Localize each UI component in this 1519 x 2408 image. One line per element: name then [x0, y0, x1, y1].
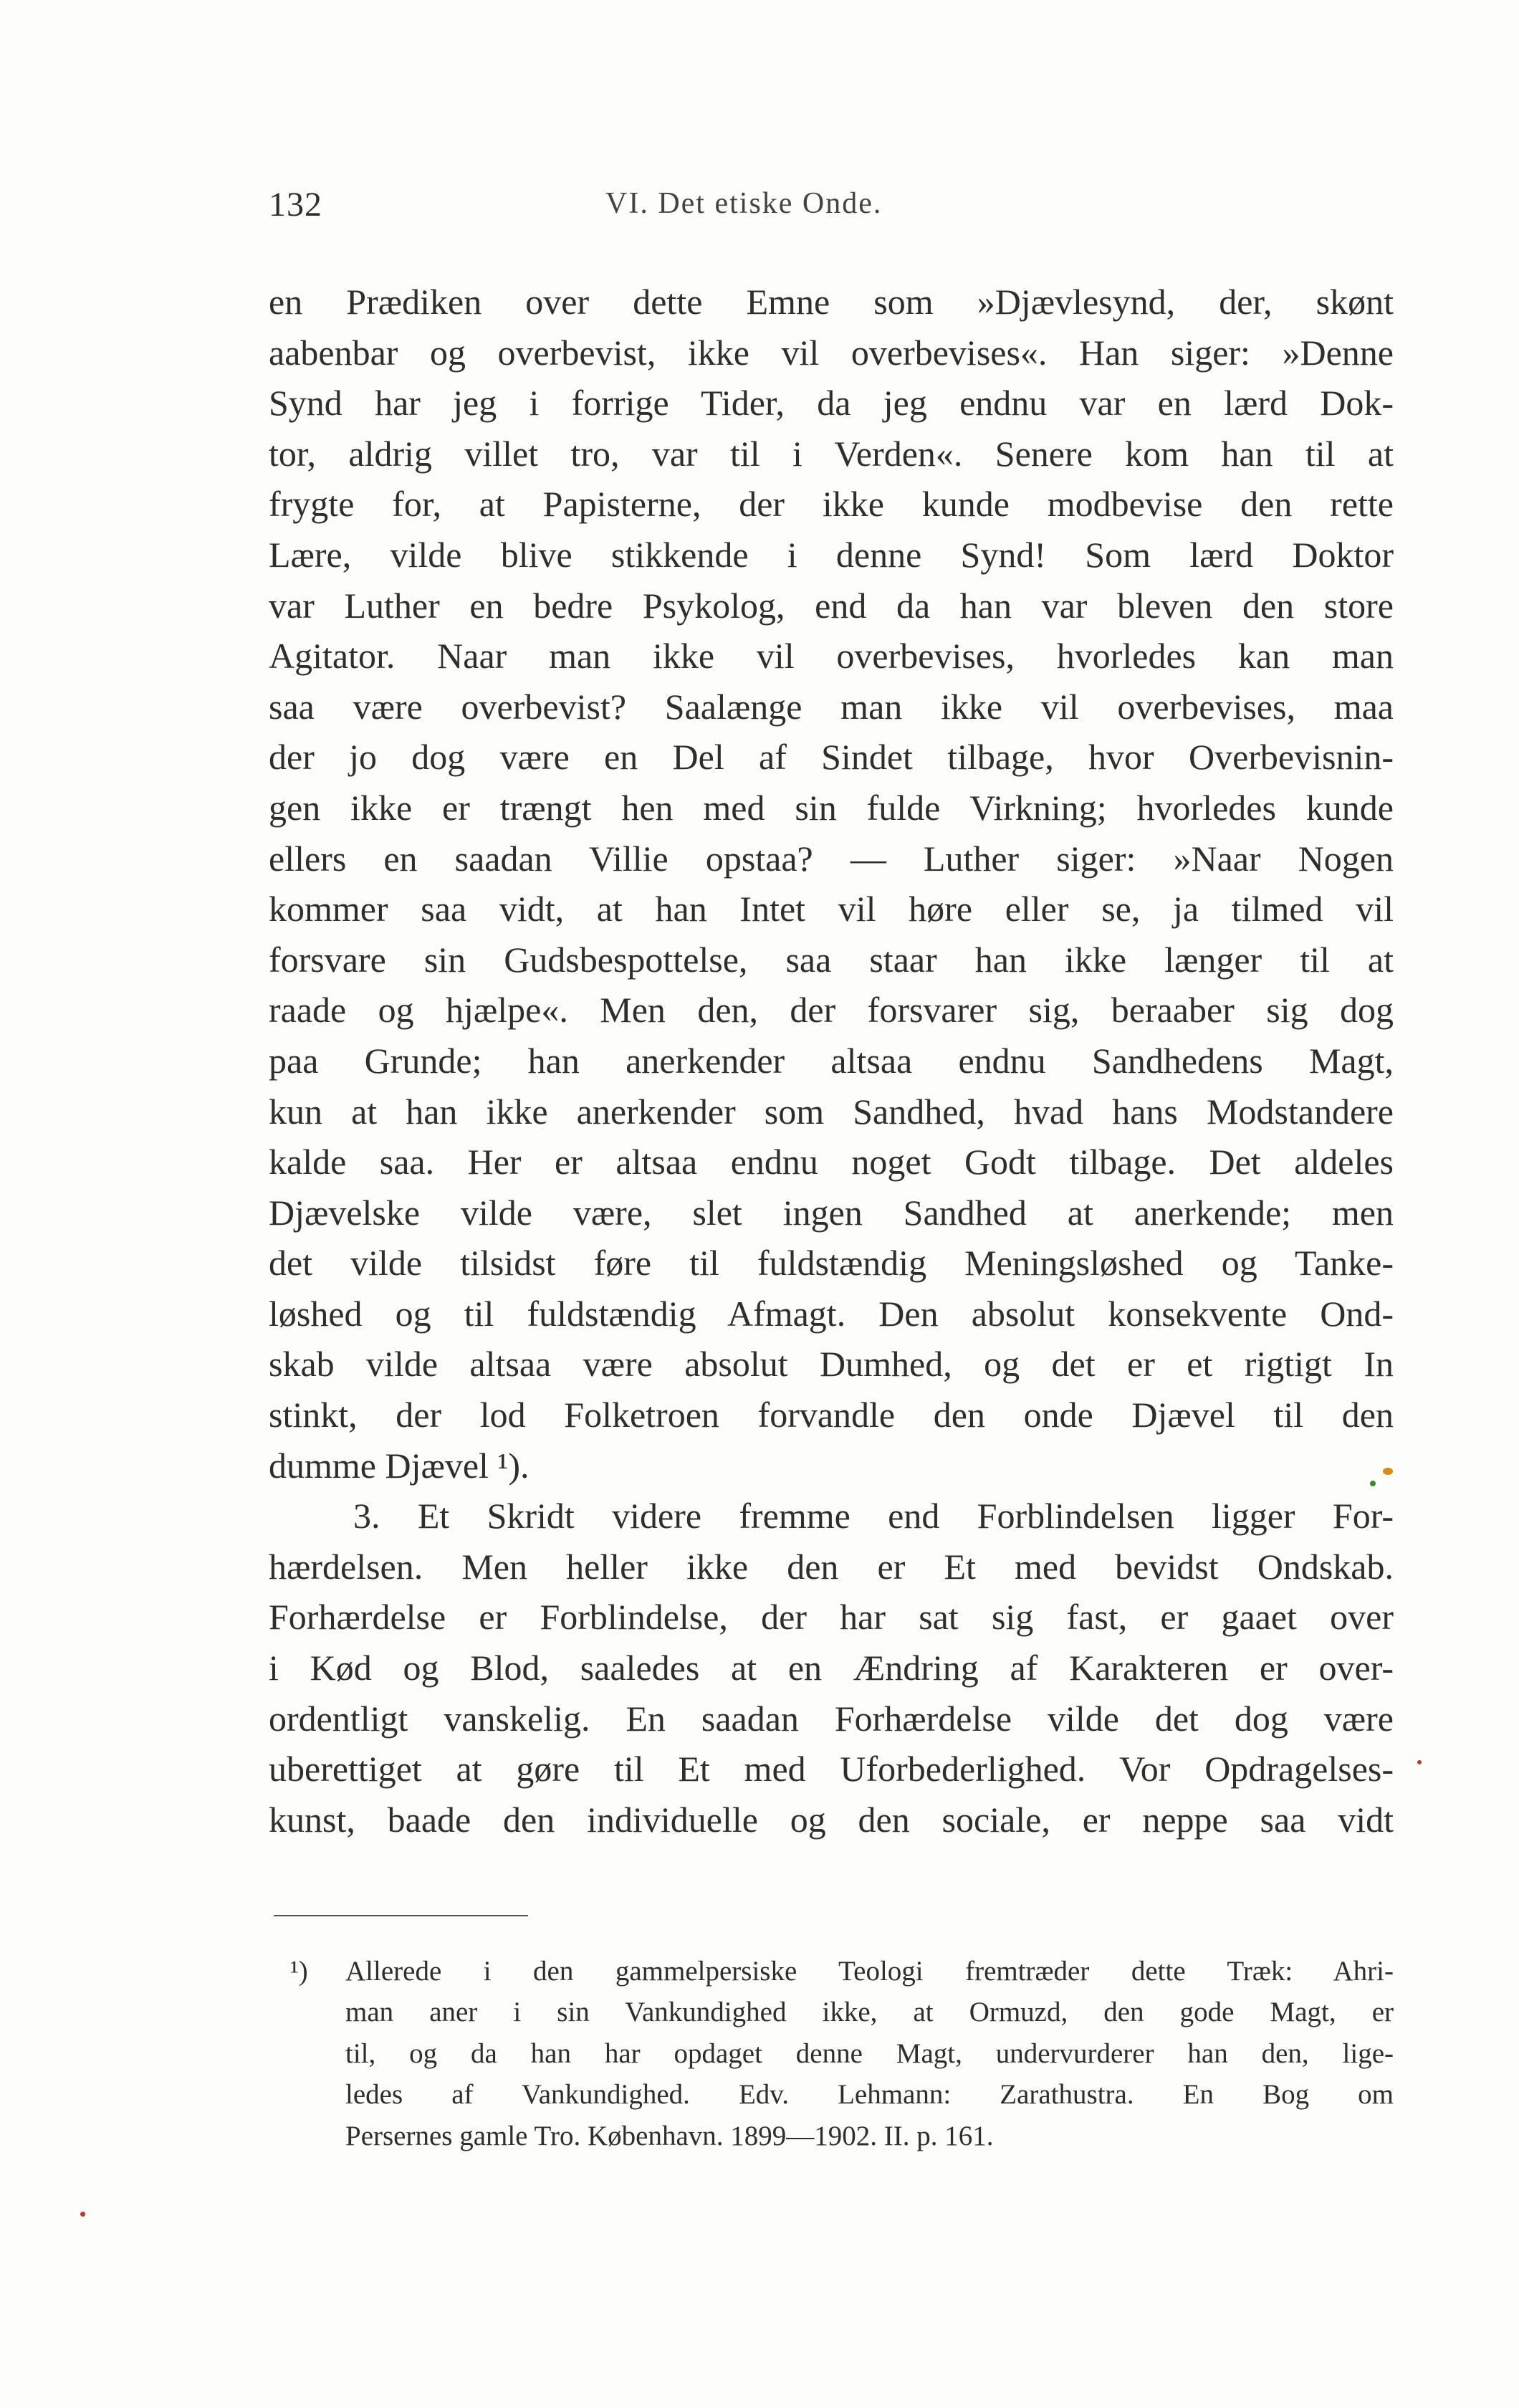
footnote: [345, 1951, 1394, 2156]
text-line: Forhærdelse er Forblindelse, der har sat sig fast, er gaaet over: [269, 1597, 1394, 1638]
running-head: [269, 185, 1394, 235]
text-line: hærdelsen. Men heller ikke den er Et med bevidst Ondskab.: [269, 1546, 1394, 1587]
text-line: kun at han ikke anerkender som Sandhed, hvad hans Modstandere: [269, 1091, 1394, 1132]
ink-speck: [1383, 1468, 1393, 1475]
text-line: Synd har jeg i forrige Tider, da jeg endnu var en lærd Dok-: [269, 383, 1394, 424]
text-line: gen ikke er trængt hen med sin fulde Virkning; hvorledes kunde: [269, 787, 1394, 828]
running-title: VI. Det etiske Onde.: [605, 187, 883, 220]
text-line: skab vilde altsaa være absolut Dumhed, og det er et rigtigt In: [269, 1344, 1394, 1385]
text-line: ordentligt vanskelig. En saadan Forhærdelse vilde det dog være: [269, 1698, 1394, 1739]
body-text: [269, 277, 1394, 1845]
ink-speck: [80, 2212, 85, 2217]
text-line: saa være overbevist? Saalænge man ikke vil overbevises, maa: [269, 686, 1394, 727]
footnote-divider: [274, 1915, 528, 1916]
text-line: stinkt, der lod Folketroen forvandle den onde Djævel til den: [269, 1395, 1394, 1435]
text-line: løshed og til fuldstændig Afmagt. Den absolut konsekvente Ond-: [269, 1293, 1394, 1334]
text-line: kalde saa. Her er altsaa endnu noget Godt tilbage. Det aldeles: [269, 1142, 1394, 1182]
text-line: det vilde tilsidst føre til fuldstændig Meningsløshed og Tanke-: [269, 1243, 1394, 1284]
text-line: kunst, baade den individuelle og den sociale, er neppe saa vidt: [269, 1799, 1394, 1840]
footnote-line: til, og da han har opdaget denne Magt, undervurderer han den, lige-: [345, 2037, 1394, 2069]
text-line: uberettiget at gøre til Et med Uforbederlighed. Vor Opdragelses-: [269, 1749, 1394, 1790]
footnote-line: man aner i sin Vankundighed ikke, at Ormuzd, den gode Magt, er: [345, 1997, 1394, 2028]
text-line: forsvare sin Gudsbespottelse, saa staar han ikke længer til at: [269, 939, 1394, 980]
footnote-line: ledes af Vankundighed. Edv. Lehmann: Zarathustra. En Bog om: [345, 2079, 1394, 2111]
text-line: i Kød og Blod, saaledes at en Ændring af Karakteren er over-: [269, 1648, 1394, 1688]
footnote-line: Allerede i den gammelpersiske Teologi fremtræder dette Træk: Ahri-: [345, 1956, 1394, 1987]
text-line: der jo dog være en Del af Sindet tilbage, hvor Overbevisnin-: [269, 737, 1394, 778]
paragraph-start-line: 3. Et Skridt videre fremme end Forblindelsen ligger For-: [353, 1496, 1394, 1537]
text-line: en Prædiken over dette Emne som »Djævlesynd, der, skønt: [269, 282, 1394, 322]
paragraph-end-line: dumme Djævel ¹).: [269, 1445, 530, 1486]
text-line: tor, aldrig villet tro, var til i Verden«. Senere kom han til at: [269, 433, 1394, 474]
text-line: frygte for, at Papisterne, der ikke kunde modbevise den rette: [269, 484, 1394, 525]
ink-speck: [1417, 1760, 1422, 1764]
page-number: 132: [269, 186, 322, 224]
footnote-line: Persernes gamle Tro. København. 1899—1902. II. p. 161.: [345, 2120, 994, 2151]
text-line: Djævelske vilde være, slet ingen Sandhed at anerkende; men: [269, 1192, 1394, 1233]
text-line: raade og hjælpe«. Men den, der forsvarer sig, beraaber sig dog: [269, 990, 1394, 1031]
text-line: aabenbar og overbevist, ikke vil overbevises«. Han siger: »Denne: [269, 332, 1394, 373]
footnote-marker: ¹): [290, 1956, 308, 1987]
text-line: kommer saa vidt, at han Intet vil høre eller se, ja tilmed vil: [269, 889, 1394, 930]
text-line: Lære, vilde blive stikkende i denne Synd! Som lærd Doktor: [269, 534, 1394, 575]
text-line: ellers en saadan Villie opstaa? — Luther siger: »Naar Nogen: [269, 838, 1394, 879]
text-line: paa Grunde; han anerkender altsaa endnu Sandhedens Magt,: [269, 1040, 1394, 1081]
text-line: Agitator. Naar man ikke vil overbevises, hvorledes kan man: [269, 636, 1394, 677]
text-line: var Luther en bedre Psykolog, end da han var bleven den store: [269, 585, 1394, 626]
ink-speck: [1370, 1481, 1376, 1486]
